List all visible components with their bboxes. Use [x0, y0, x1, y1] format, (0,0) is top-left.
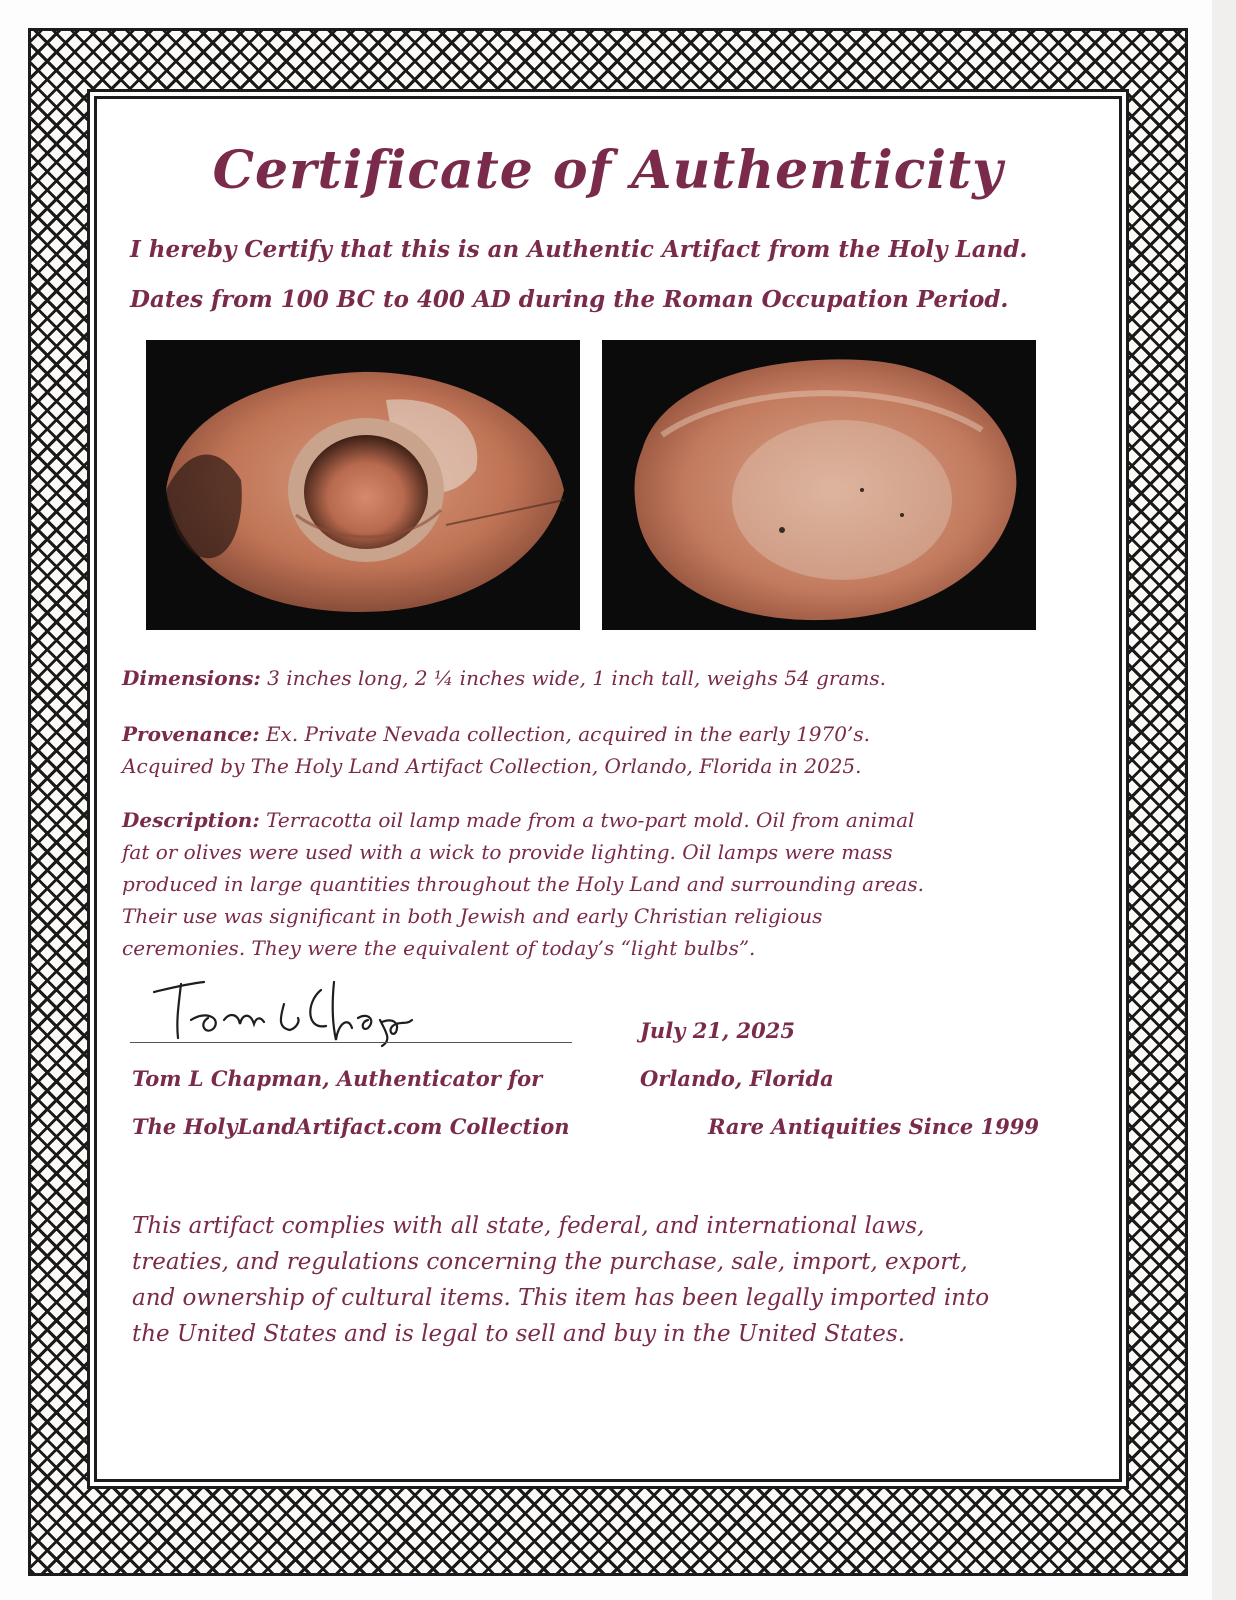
description-line-1: Terracotta oil lamp made from a two-part mold. Oil from animal — [266, 808, 915, 832]
certificate-date: July 21, 2025 — [640, 1018, 795, 1043]
signature-line — [130, 1042, 572, 1043]
handwritten-signature — [146, 962, 446, 1048]
certificate-location: Orlando, Florida — [640, 1066, 834, 1091]
certificate-title: Certificate of Authenticity — [212, 140, 1004, 201]
date-range-statement: Dates from 100 BC to 400 AD during the Roman Occupation Period. — [130, 286, 1009, 313]
description-line-4: Their use was significant in both Jewish and early Christian religious — [122, 904, 823, 928]
dimensions-label: Dimensions: — [122, 666, 261, 690]
provenance-paragraph — [122, 718, 1082, 782]
legal-line-3: and ownership of cultural items. This item has been legally imported into — [132, 1285, 990, 1311]
legal-line-2: treaties, and regulations concerning the purchase, sale, import, export, — [132, 1249, 968, 1275]
tagline: Rare Antiquities Since 1999 — [708, 1114, 1039, 1139]
certify-statement: I hereby Certify that this is an Authentic Artifact from the Holy Land. — [130, 236, 1028, 263]
artifact-photo-bottom — [602, 340, 1036, 630]
description-label: Description: — [122, 808, 260, 832]
provenance-line-1: Ex. Private Nevada collection, acquired in the early 1970’s. — [265, 722, 870, 746]
legal-compliance-statement — [132, 1208, 1092, 1352]
description-line-3: produced in large quantities throughout the Holy Land and surrounding areas. — [122, 872, 925, 896]
dimensions-text: 3 inches long, 2 ¼ inches wide, 1 inch tall, weighs 54 grams. — [267, 666, 886, 690]
description-line-2: fat or olives were used with a wick to provide lighting. Oil lamps were mass — [122, 840, 893, 864]
artifact-photo-top — [146, 340, 580, 630]
legal-line-1: This artifact complies with all state, federal, and international laws, — [132, 1213, 925, 1239]
provenance-line-2: Acquired by The Holy Land Artifact Collection, Orlando, Florida in 2025. — [122, 754, 862, 778]
description-paragraph — [122, 804, 1082, 964]
legal-line-4: the United States and is legal to sell and buy in the United States. — [132, 1321, 906, 1347]
description-line-5: ceremonies. They were the equivalent of today’s “light bulbs”. — [122, 936, 756, 960]
dimensions-paragraph — [122, 662, 1082, 694]
authenticator-name: Tom L Chapman, Authenticator for — [132, 1066, 543, 1091]
collection-name: The HolyLandArtifact.com Collection — [132, 1114, 570, 1139]
provenance-label: Provenance: — [122, 722, 260, 746]
